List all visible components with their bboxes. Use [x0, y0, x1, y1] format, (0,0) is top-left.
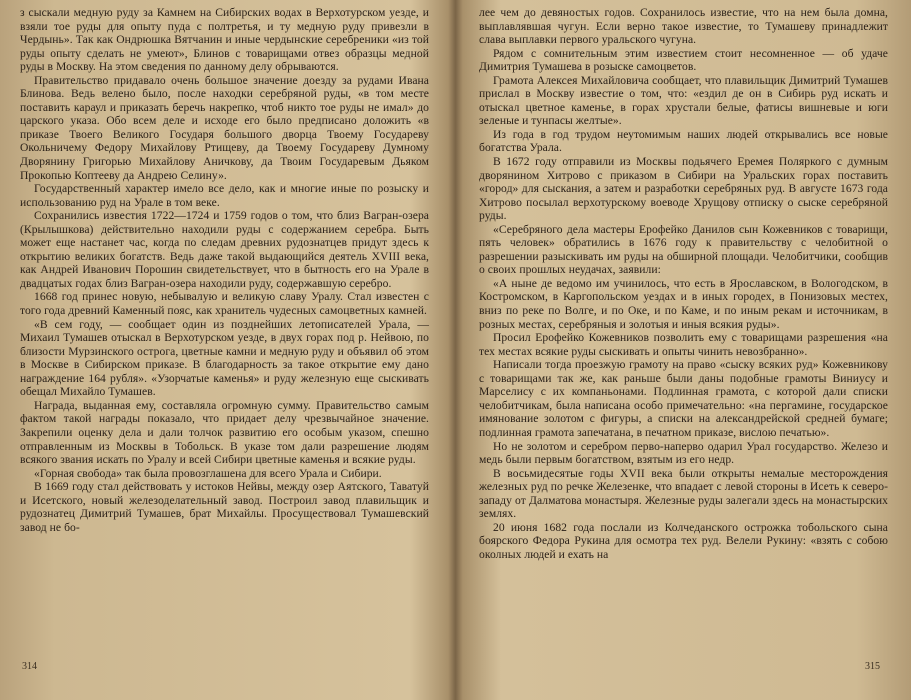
paragraph: В восьмидесятые годы XVII века были открыты немалые месторождения железных руд по речке Железенке, что впадает с левой стороны в Исеть к северо-западу от Далматова монастыря. Железные руды залегали здесь на монастырских землях. — [479, 466, 888, 521]
paragraph: Рядом с сомнительным этим известием стоит несомненное — об удаче Димитрия Тумашева в розыске самоцветов. — [479, 46, 888, 74]
paragraph: Просил Ерофейко Кожевников позволить ему с товарищами разрешения «на тех местах всякие руды сыскивать и опыты чинить невозбранно». — [479, 331, 888, 358]
right-page-number: 315 — [865, 661, 880, 672]
paragraph: 1668 год принес новую, небывалую и великую славу Уралу. Стал известен с того года древний Каменный пояс, как хранитель чудесных самоцветных камней. — [20, 290, 429, 318]
paragraph: «А ныне де ведомо им учинилось, что есть в Ярославском, в Вологодском, в Костромском, в Каргопольском уездах и в иных городех, в Понизовых местех, вниз по реке по Волге, и по Оке, и по Каме, и по иным рекам и источникам, в розных местах, серебряныя и золотыя и иныя всякия руды». — [479, 276, 888, 331]
paragraph: Награда, выданная ему, составляла огромную сумму. Правительство самым фактом такой награды показало, что придает делу чрезвычайное значение. Закрепили оценку дела и дали толчок развитию его особым указом, спешно отправленным из Москвы в Тобольск. В указе том дали разрешение людям всякого звания искать по Уралу и всей Сибири цветные каменья и всякие руды. — [20, 398, 429, 467]
paragraph: Грамота Алексея Михайловича сообщает, что плавильщик Димитрий Тумашев прислал в Москву известие о том, что: «ездил де он в Сибирь руд искать и отыскал цветное каменье, в горах хрустали белые, фатисы вишневые и юги зеленые и тунпасы желтые». — [479, 73, 888, 128]
paragraph: Сохранились известия 1722—1724 и 1759 годов о том, что близ Вагран-озера (Крылышкова) действительно находили руды с содержанием серебра. Быть может еще настанет час, когда по следам древних рудознатцев придут здесь к открытию великих богатств. Ведь даже такой выдающийся деятель XVIII века, как Андрей Иванович Порошин свидетельствует, что в бытность его на Урале в двадцатых годах близ Вагран-озера находили руду, содержавшую серебро. — [20, 209, 429, 290]
paragraph: «В сем году, — сообщает один из позднейших летописателей Урала, — Михаил Тумашев отыскал в Верхотурском уезде, в двух горах под р. Нейвою, по близости Мурзинского острога, цветные камни и медную руду и объявил об этом в Москве в Сибирском приказе. В благодарность за такое открытие ему дано награждение 164 рубля». «Узорчатые каменья» и руду железную еще сыскивать обещал Михайло Тумашев. — [20, 317, 429, 399]
paragraph: Написали тогда проезжую грамоту на право «сыску всяких руд» Кожевникову с товарищами так же, как раньше были даны подобные грамоты Виниусу и Марселису с их компаньонами. Подлинная грамота, с которой дали списки челобитчикам, была написана особо примечательно: «на пергамине, государское имянование золотом с фигуры, а списки на александрейской средней бумаге; подлинная грамота запечатана, в печатном приказе, вислою печатью». — [479, 358, 888, 439]
paragraph: Государственный характер имело все дело, как и многие иные по розыску и использованию руд на Урале в том веке. — [20, 182, 429, 209]
left-page — [0, 0, 455, 700]
right-page — [455, 0, 910, 700]
paragraph: 20 июня 1682 года послали из Колчеданского острожка тобольского сына боярского Федора Рукина для осмотра тех руд. Велели Рукину: «взять с собою околных людей и ехать на — [479, 520, 888, 561]
paragraph: В 1669 году стал действовать у истоков Нейвы, между озер Аятского, Таватуй и Исетского, новый железоделательный завод. Построил завод плавильщик и рудознатец Димитрий Тумашев, брат Михайлы. Просуществовал Тумашевский завод не бо- — [20, 480, 429, 534]
paragraph: «Горная свобода» так была провозглашена для всего Урала и Сибири. — [34, 466, 382, 480]
paragraph: «Серебряного дела мастеры Ерофейко Данилов сын Кожевников с товарищи, пять человек» обратились в 1676 году к правительству с челобитной о разрешении разыскивать им руды на обширной площади. Челобитчики, сообщив о своих прошлых неудачах, заявили: — [479, 222, 888, 277]
paragraph: лее чем до девяностых годов. Сохранилось известие, что на нем была домна, выплавлявшая чугун. Если верно такое известие, то Тумашеву принадлежит слава выплавки первого уральского чугуна. — [479, 6, 888, 47]
left-page-number: 314 — [22, 661, 37, 672]
paragraph: Правительство придавало очень большое значение доезду за рудами Ивана Блинова. Ведь велено было, после находки серебряной руды, «в том месте поставить караул и приказать беречь накрепко, чтоб никто тое руды не имал» до царского указа. Обо всем деле и исходе его было предписано доложить «в приказе Твоего Великого Государя большого дворца Твоему Государеву Окольничему Федору Михайлову Ртищеву, да Твоему Государеву Думному Дворянину Григорью Михайлову Аничкову, да Твоим Государевым Дьяком Прокопью Коптееву да Андрею Селину». — [20, 73, 429, 182]
paragraph: Но не золотом и серебром перво-наперво одарил Урал государство. Железо и медь были первым богатством, взятым из его недр. — [479, 439, 888, 467]
left-page-text — [20, 6, 429, 534]
paragraph: з сыскали медную руду за Камнем на Сибирских водах в Верхотурском уезде, и взяли тое руды для опыту пуда с полтретья, и ту медную руду привезли в Чердынь». Так как Ондрюшка Вятчанин и иные чердынские серебреники «из той руды опыту сделать не умеют», Блинов с товарищами отвез образцы медной руды в Москву. На этом сведения по данному делу обрываются. — [20, 6, 429, 74]
paragraph: В 1672 году отправили из Москвы подьячего Еремея Поляркого с думным дворянином Хитрово с приказом в Сибири на Уральских горах поставить «город» для сыскания, а затем и разработки серебряных руд. В августе 1673 года Хитрово посылал верхотурскому воеводе Хрущову отписку о сыске серебряной руды. — [479, 155, 888, 223]
paragraph: Из года в год трудом неутомимым наших людей открывались все новые богатства Урала. — [479, 127, 888, 155]
right-page-text — [479, 6, 888, 561]
